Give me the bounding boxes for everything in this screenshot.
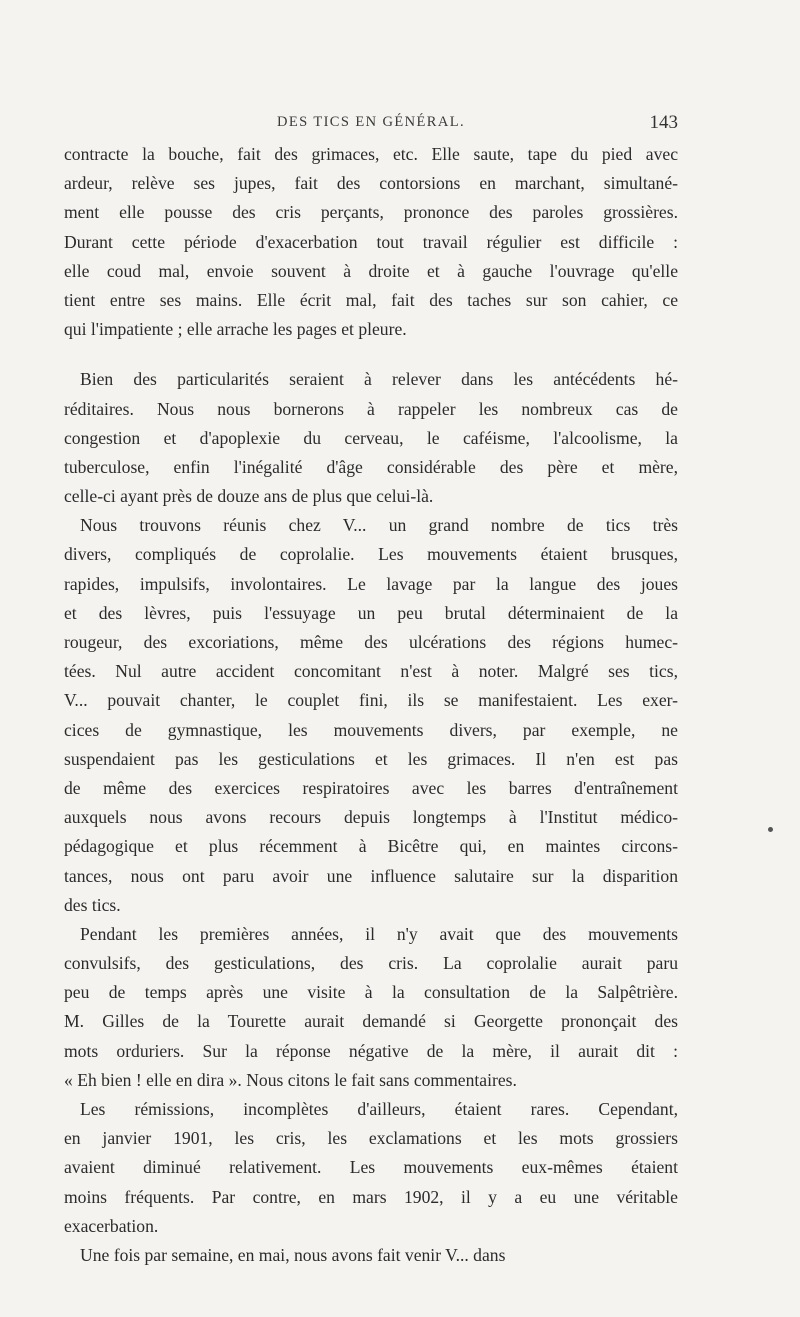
- paragraph-gap: [64, 344, 678, 365]
- text-line: de même des exercices respiratoires avec les barres d'entraînement: [64, 777, 678, 798]
- text-line: contracte la bouche, fait des grimaces, etc. Elle saute, tape du pied avec: [64, 144, 678, 164]
- text-line: mots orduriers. Sur la réponse négative de la mère, il aurait dit :: [64, 1040, 678, 1061]
- text-line: moins fréquents. Par contre, en mars 1902, il y a eu une véritable: [64, 1186, 678, 1207]
- text-line: Nous trouvons réunis chez V... un grand nombre de tics très: [80, 515, 678, 536]
- text-line: rougeur, des excoriations, même des ulcérations des régions humec-: [64, 632, 678, 652]
- body-text: [64, 140, 678, 1270]
- text-line: « Eh bien ! elle en dira ». Nous citons le fait sans commentaires.: [64, 1069, 517, 1090]
- text-line: Une fois par semaine, en mai, nous avons fait venir V... dans: [80, 1244, 506, 1265]
- text-line: tances, nous ont paru avoir une influence salutaire sur la disparition: [64, 865, 678, 886]
- text-line: réditaires. Nous nous bornerons à rappeler les nombreux cas de: [64, 398, 678, 419]
- text-line: convulsifs, des gesticulations, des cris. La coprolalie aurait paru: [64, 953, 678, 974]
- text-line: Pendant les premières années, il n'y avait que des mouvements: [80, 923, 678, 944]
- text-line: qui l'impatiente ; elle arrache les pages et pleure.: [64, 319, 407, 340]
- text-line: suspendaient pas les gesticulations et les grimaces. Il n'en est pas: [64, 748, 678, 769]
- text-line: rapides, impulsifs, involontaires. Le lavage par la langue des joues: [64, 573, 678, 594]
- text-line: Les rémissions, incomplètes d'ailleurs, étaient rares. Cependant,: [80, 1099, 678, 1119]
- text-line: tuberculose, enfin l'inégalité d'âge considérable des père et mère,: [64, 456, 678, 477]
- text-line: V... pouvait chanter, le couplet fini, ils se manifestaient. Les exer-: [64, 690, 678, 711]
- text-line: peu de temps après une visite à la consultation de la Salpêtrière.: [64, 982, 678, 1003]
- paragraph: [64, 365, 678, 511]
- text-line: exacerbation.: [64, 1215, 159, 1236]
- paragraph: [64, 511, 678, 920]
- text-line: Durant cette période d'exacerbation tout travail régulier est difficile :: [64, 231, 678, 252]
- text-line: congestion et d'apoplexie du cerveau, le caféisme, l'alcoolisme, la: [64, 427, 678, 448]
- text-line: avaient diminué relativement. Les mouvements eux-mêmes étaient: [64, 1157, 678, 1178]
- text-line: ment elle pousse des cris perçants, prononce des paroles grossières.: [64, 202, 678, 223]
- running-title: DES TICS EN GÉNÉRAL.: [276, 114, 466, 130]
- ink-speck: [768, 827, 773, 832]
- paragraph: [64, 140, 678, 344]
- paragraph: [64, 1241, 678, 1270]
- text-line: pédagogique et plus récemment à Bicêtre qui, en maintes circons-: [64, 836, 678, 857]
- text-line: Bien des particularités seraient à relever dans les antécédents hé-: [80, 369, 678, 390]
- text-line: divers, compliqués de coprolalie. Les mouvements étaient brusques,: [64, 544, 678, 565]
- text-line: M. Gilles de la Tourette aurait demandé si Georgette prononçait des: [64, 1011, 678, 1032]
- text-line: des tics.: [64, 894, 121, 915]
- running-head: [64, 114, 678, 138]
- text-line: ardeur, relève ses jupes, fait des contorsions en marchant, simultané-: [64, 173, 678, 194]
- text-line: auxquels nous avons recours depuis longtemps à l'Institut médico-: [64, 807, 678, 828]
- page-number: 143: [649, 112, 678, 133]
- paragraph: [64, 920, 678, 1095]
- text-line: celle-ci ayant près de douze ans de plus que celui-là.: [64, 486, 434, 507]
- text-line: tées. Nul autre accident concomitant n'est à noter. Malgré ses tics,: [64, 661, 678, 682]
- text-line: tient entre ses mains. Elle écrit mal, fait des taches sur son cahier, ce: [64, 289, 678, 310]
- text-line: en janvier 1901, les cris, les exclamations et les mots grossiers: [64, 1128, 678, 1149]
- text-line: cices de gymnastique, les mouvements divers, par exemple, ne: [64, 719, 678, 740]
- text-line: elle coud mal, envoie souvent à droite et à gauche l'ouvrage qu'elle: [64, 260, 678, 281]
- text-line: et des lèvres, puis l'essuyage un peu brutal déterminaient de la: [64, 602, 678, 623]
- paragraph: [64, 1095, 678, 1241]
